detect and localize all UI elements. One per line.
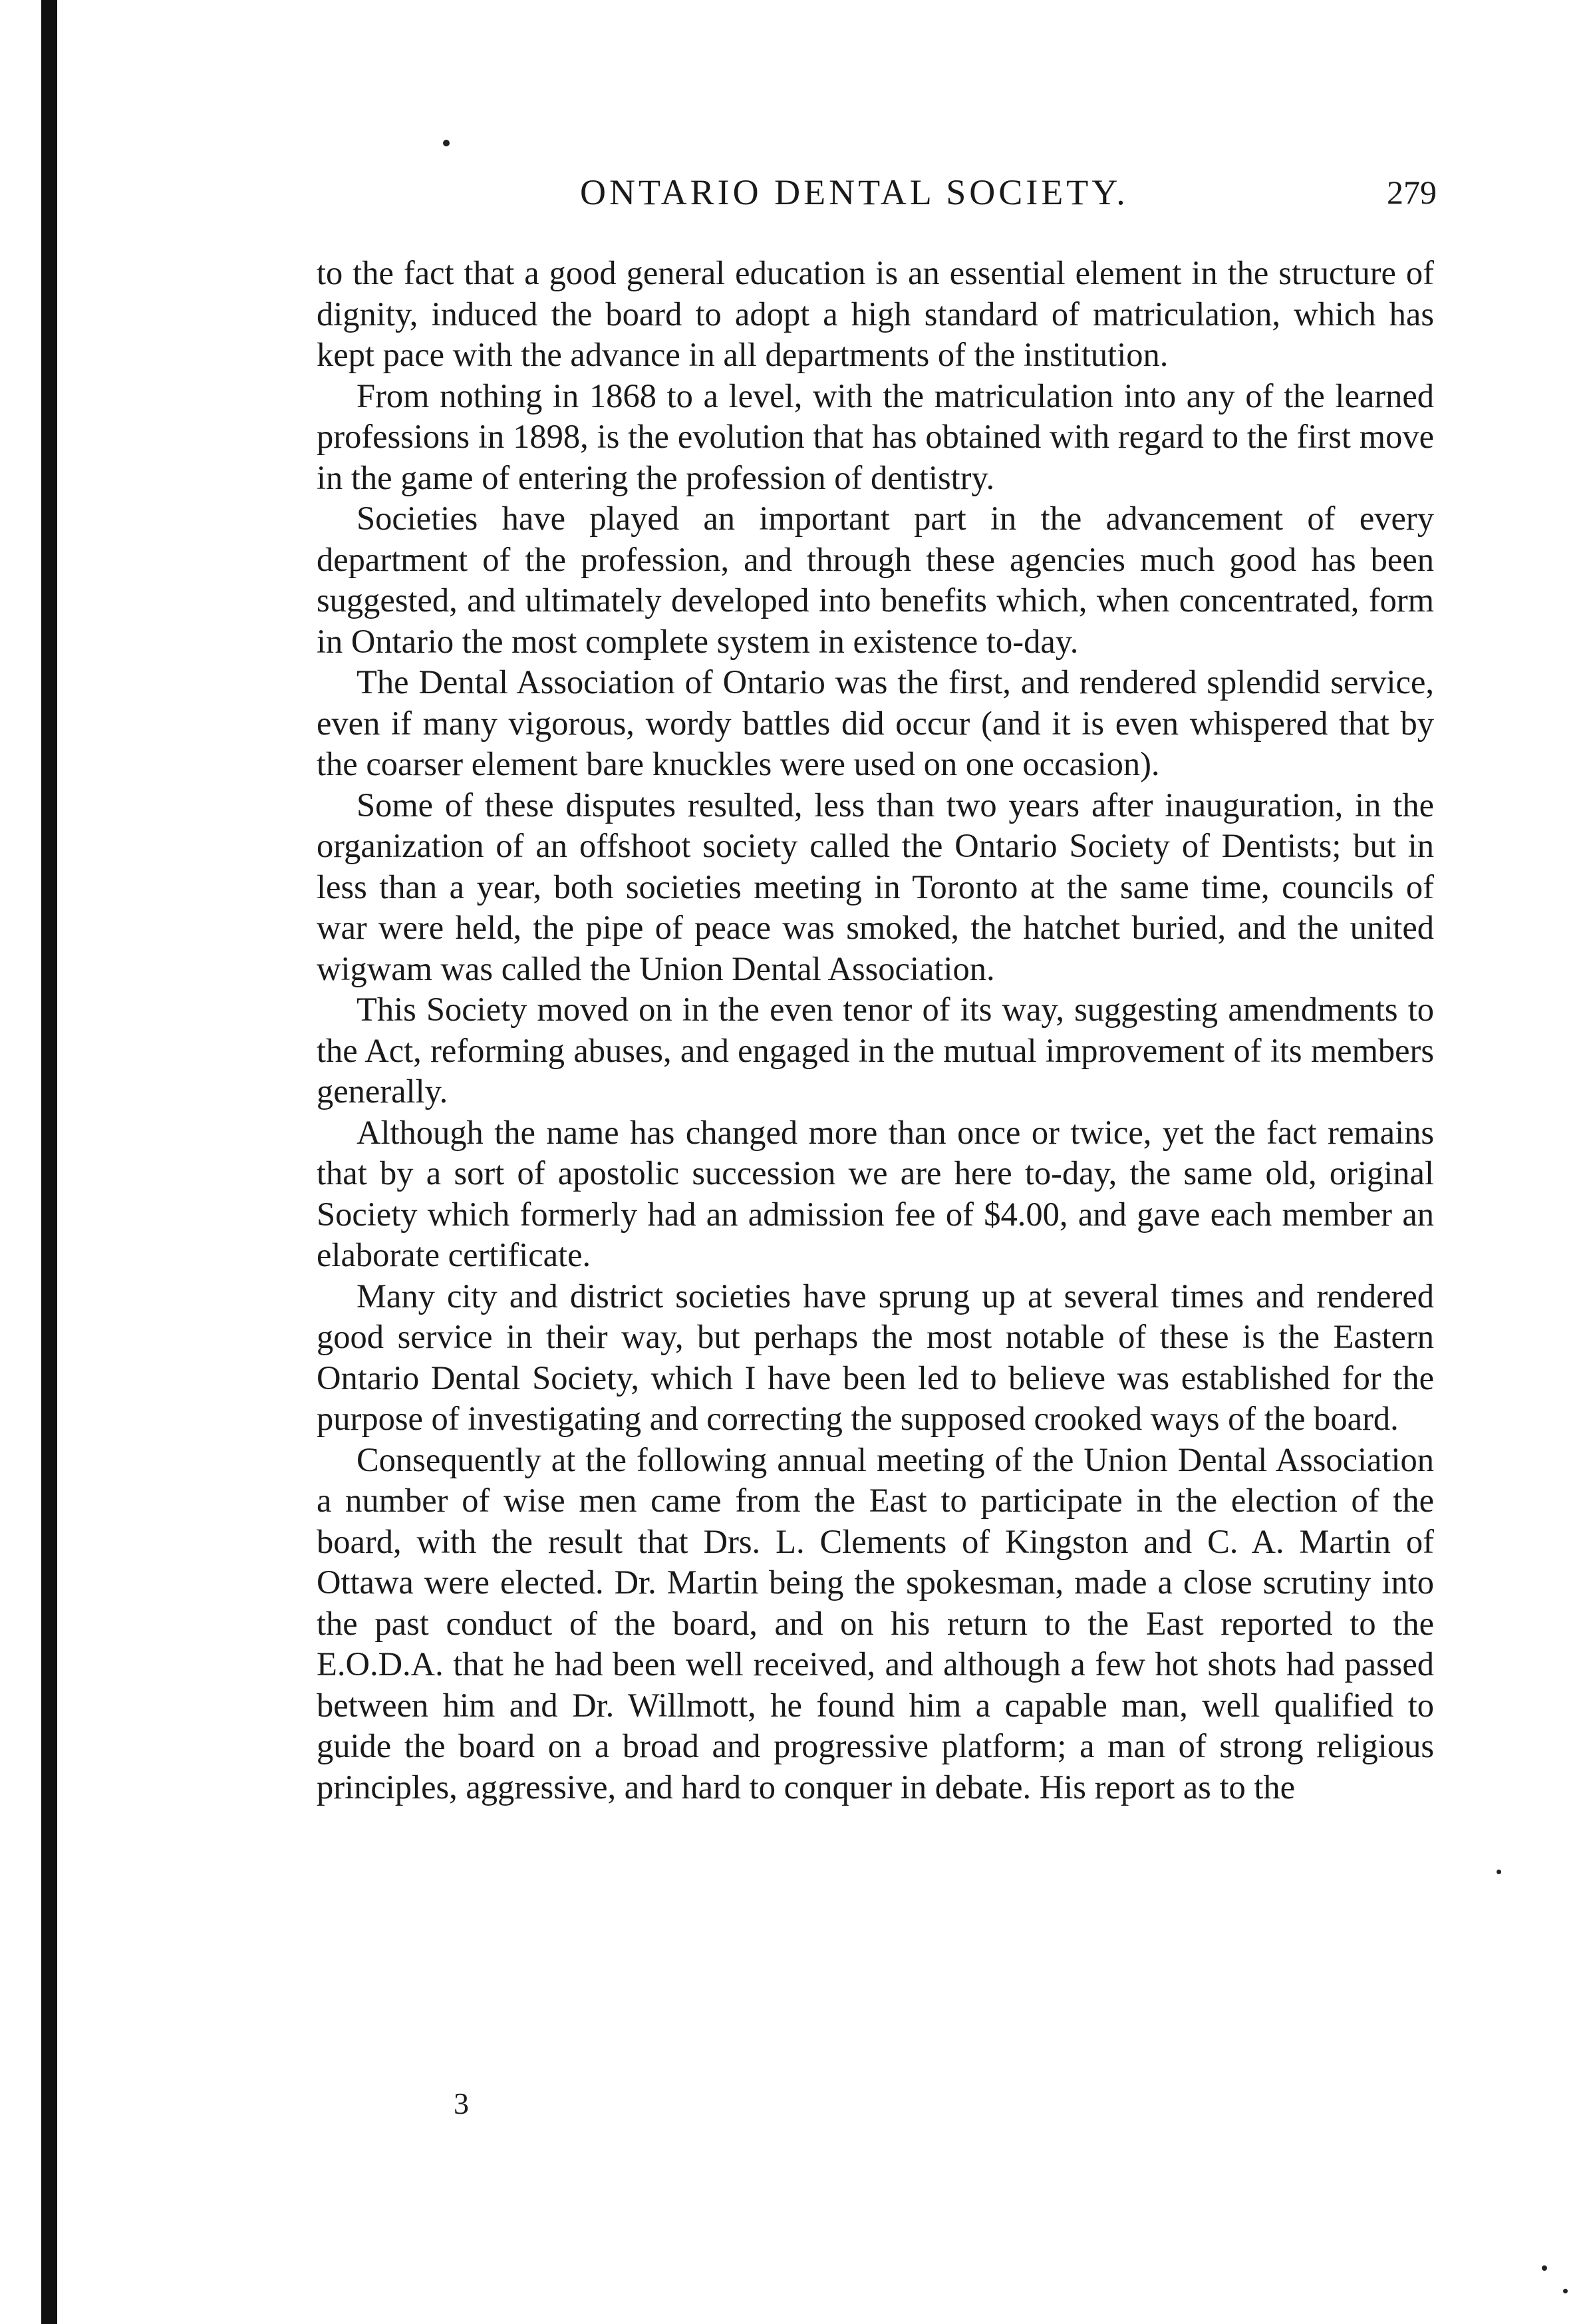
paragraph: From nothing in 1868 to a level, with the matriculation into any of the learned professions in 1898, is the evolution that has obtained with regard to the first move in the game of entering the profession of dentistry. (317, 377, 1434, 496)
page-binding-edge (41, 0, 57, 2324)
ink-speck (443, 140, 450, 146)
ink-speck (1497, 1870, 1501, 1874)
paragraph: This Society moved on in the even tenor of its way, suggesting amendments to the Act, reforming abuses, and engaged in the mutual improvement of its members generally. (317, 991, 1434, 1110)
paragraph: The Dental Association of Ontario was the first, and rendered splendid service, even if many vigorous, wordy battles did occur (and it is even whispered that by the coarser element bare knuckles were used on one occasion). (317, 663, 1434, 782)
running-title: ONTARIO DENTAL SOCIETY. (580, 172, 1129, 212)
paragraph: Societies have played an important part in the advancement of every department of the profession, and through these agencies much good has been suggested, and ultimately developed into benefits which, when concentrated, form in Ontario the most complete system in existence to-day. (317, 500, 1434, 660)
ink-speck (1542, 2265, 1547, 2271)
body-text (317, 253, 1434, 1808)
page-number: 279 (1387, 174, 1437, 211)
paragraph: Some of these disputes resulted, less than two years after inauguration, in the organization of an offshoot society called the Ontario Society of Dentists; but in less than a year, both societies meeting in Toronto at the same time, councils of war were held, the pipe of peace was smoked, the hatchet buried, and the united wigwam was called the Union Dental Association. (317, 786, 1434, 987)
ink-speck (1563, 2289, 1568, 2293)
page-header (313, 172, 1437, 225)
paragraph: Many city and district societies have sprung up at several times and rendered good service in their way, but perhaps the most notable of these is the Eastern Ontario Dental Society, which I have been led to believe was established for the purpose of investigating and correcting the supposed crooked ways of the board. (317, 1277, 1434, 1437)
paragraph: to the fact that a good general education is an essential element in the structure of dignity, induced the board to adopt a high standard of matriculation, which has kept pace with the advance in all departments of the institution. (317, 254, 1434, 373)
paragraph: Although the name has changed more than once or twice, yet the fact remains that by a sort of apostolic succession we are here to-day, the same old, original Society which formerly had an admission fee of $4.00, and gave each member an elaborate certificate. (317, 1113, 1434, 1273)
signature-mark: 3 (454, 2086, 469, 2120)
paragraph: Consequently at the following annual meeting of the Union Dental Association a number of wise men came from the East to participate in the election of the board, with the result that Drs. L. Clements of Kingston and C. A. Martin of Ottawa were elected. Dr. Martin being the spokesman, made a close scrutiny into the past conduct of the board, and on his return to the East reported to the E.O.D.A. that he had been well received, and although a few hot shots had passed between him and Dr. Willmott, he found him a capable man, well qualified to guide the board on a broad and progressive platform; a man of strong religious principles, aggressive, and hard to conquer in debate. His report as to the (317, 1440, 1434, 1806)
